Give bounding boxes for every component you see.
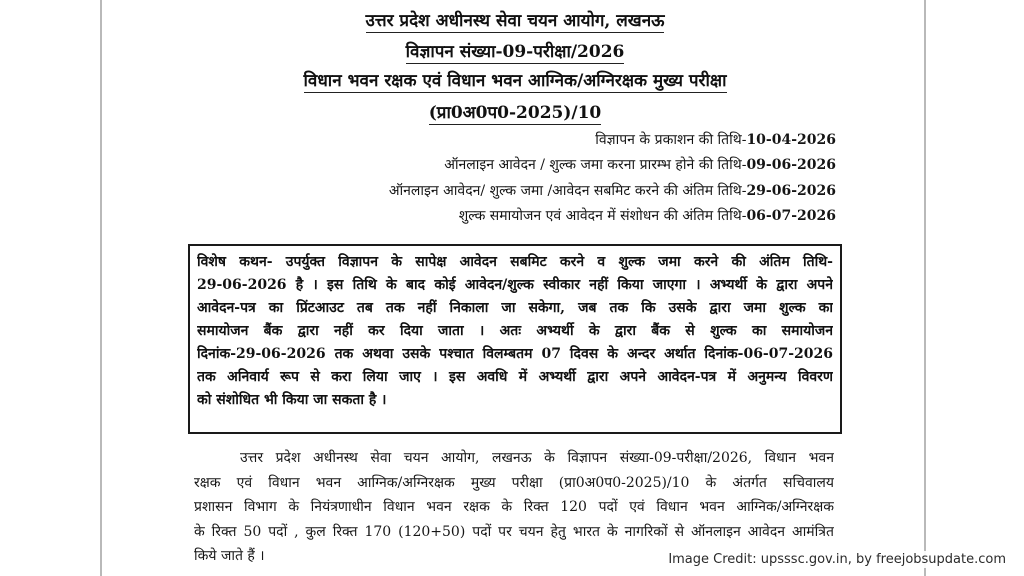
paragraph-line: के रिक्त 50 पदों , कुल रिक्त 170 (120+50) पदों पर चयन हेतु भारत के नागरिकों से ऑनलाइन आवेदन आमंत्रित: [194, 523, 834, 540]
image-credit-watermark: Image Credit: upsssc.gov.in, by freejobsupdate.com: [664, 551, 1010, 568]
notice-line: को संशोधित भी किया जा सकता है ।: [197, 392, 387, 408]
notice-line: आवेदन-पत्र का प्रिंटआउट तब तक नहीं निकाला जा सकेगा, जब तक कि उसके द्वारा जमा शुल्क का: [197, 300, 833, 316]
paragraph-line: प्रशासन विभाग के नियंत्रणाधीन विधान भवन रक्षक के रिक्त 120 पदों एवं विधान भवन आग्निक/अग्निरक्षक: [194, 499, 834, 515]
header-exam-code: (प्रा0अ0प0-2025)/10: [102, 100, 926, 125]
paragraph-line: उत्तर प्रदेश अधीनस्थ सेवा चयन आयोग, लखनऊ के विज्ञापन संख्या-09-परीक्षा/2026, विधान भवन: [240, 450, 834, 466]
date-application-start: ऑनलाइन आवेदन / शुल्क जमा करना प्रारम्भ होने की तिथि-09-06-2026: [444, 157, 836, 173]
notice-line: विशेष कथन- उपर्युक्त विज्ञापन के सापेक्ष आवेदन सबमिट करने व शुल्क जमा करने की अंतिम तिथि-: [197, 254, 833, 270]
special-notice-box: [188, 244, 842, 434]
date-publication: विज्ञापन के प्रकाशन की तिथि-10-04-2026: [595, 132, 836, 148]
date-application-last: ऑनलाइन आवेदन/ शुल्क जमा /आवेदन सबमिट करने की अंतिम तिथि-29-06-2026: [388, 183, 836, 199]
date-fee-adjustment-last: शुल्क समायोजन एवं आवेदन में संशोधन की अंतिम तिथि-06-07-2026: [458, 208, 836, 224]
notice-line: तक अनिवार्य रूप से करा लिया जाए । इस अवधि में अभ्यर्थी द्वारा अपने आवेदन-पत्र में अनुमन्य विवरण: [197, 369, 833, 385]
notice-line: 29-06-2026 है । इस तिथि के बाद कोई आवेदन/शुल्क स्वीकार नहीं किया जाएगा । अभ्यर्थी के द्वारा अपने: [197, 277, 833, 293]
header-commission-name: उत्तर प्रदेश अधीनस्थ सेवा चयन आयोग, लखनऊ: [102, 8, 926, 33]
paragraph-line: रक्षक एवं विधान भवन आग्निक/अग्निरक्षक मुख्य परीक्षा (प्रा0अ0प0-2025)/10 के अंतर्गत सचिवालय: [194, 474, 834, 491]
header-advertisement-number: विज्ञापन संख्या-09-परीक्षा/2026: [102, 39, 926, 64]
notice-line: दिनांक-29-06-2026 तक अथवा उसके पश्चात विलम्बतम 07 दिवस के अन्दर अर्थात दिनांक-06-07-2026: [197, 346, 833, 362]
paragraph-line: किये जाते हैं ।: [194, 548, 265, 564]
document-page: [100, 0, 926, 576]
notice-line: समायोजन बैंक द्वारा नहीं कर दिया जाता । अतः अभ्यर्थी के द्वारा बैंक से शुल्क का समायोजन: [197, 323, 833, 339]
header-exam-name: विधान भवन रक्षक एवं विधान भवन आग्निक/अग्निरक्षक मुख्य परीक्षा: [102, 68, 926, 93]
